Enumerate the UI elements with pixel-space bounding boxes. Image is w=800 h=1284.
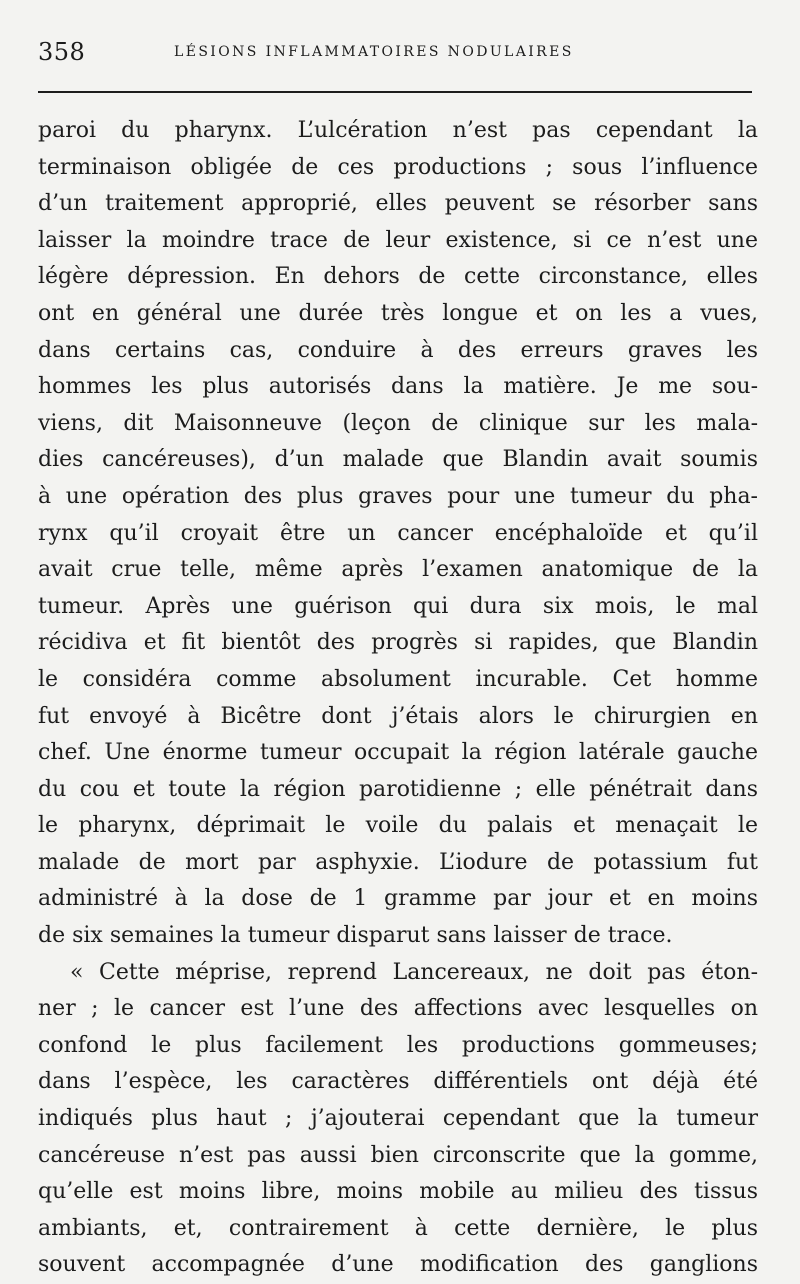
text-line: confond le plus facilement les productions gommeuses; <box>38 1032 758 1058</box>
text-line: viens, dit Maisonneuve (leçon de clinique sur les mala- <box>38 410 758 436</box>
text-line: paroi du pharynx. L’ulcération n’est pas cependant la <box>38 118 758 143</box>
text-line: dies cancéreuses), d’un malade que Blandin avait soumis <box>38 447 758 473</box>
text-line: indiqués plus haut ; j’ajouterai cependant que la tumeur <box>38 1106 758 1132</box>
text-line: fut envoyé à Bicêtre dont j’étais alors le chirurgien en <box>38 703 758 729</box>
text-line: ont en général une durée très longue et on les a vues, <box>38 300 758 326</box>
text-line: cancéreuse n’est pas aussi bien circonscrite que la gomme, <box>38 1142 758 1168</box>
text-line: souvent accompagnée d’une modification des ganglions <box>38 1252 758 1278</box>
header-rule <box>38 91 752 93</box>
text-line: terminaison obligée de ces productions ; sous l’influence <box>38 154 758 180</box>
text-line: dans certains cas, conduire à des erreurs graves les <box>38 337 758 363</box>
text-line: laisser la moindre trace de leur existence, si ce n’est une <box>38 227 758 253</box>
text-line: chef. Une énorme tumeur occupait la région latérale gauche <box>38 740 758 766</box>
text-line: ambiants, et, contrairement à cette dernière, le plus <box>38 1215 758 1241</box>
text-line: d’un traitement approprié, elles peuvent se résorber sans <box>38 191 758 217</box>
text-line: avait crue telle, même après l’examen anatomique de la <box>38 557 758 583</box>
running-head: LÉSIONS INFLAMMATOIRES NODULAIRES <box>174 44 574 60</box>
page-number: 358 <box>38 38 86 66</box>
text-line: rynx qu’il croyait être un cancer encéphaloïde et qu’il <box>38 520 758 546</box>
text-line: le considéra comme absolument incurable. Cet homme <box>38 666 758 692</box>
page-header <box>38 38 756 72</box>
text-line: de six semaines la tumeur disparut sans laisser de trace. <box>38 923 673 949</box>
text-line: légère dépression. En dehors de cette circonstance, elles <box>38 264 758 290</box>
text-line: ner ; le cancer est l’une des affections avec lesquelles on <box>38 996 758 1022</box>
text-line: hommes les plus autorisés dans la matière. Je me sou- <box>38 374 758 400</box>
text-line: administré à la dose de 1 gramme par jour et en moins <box>38 886 758 912</box>
text-line: qu’elle est moins libre, moins mobile au milieu des tissus <box>38 1179 758 1205</box>
text-line: « Cette méprise, reprend Lancereaux, ne doit pas éton- <box>70 959 758 985</box>
text-line: du cou et toute la région parotidienne ; elle pénétrait dans <box>38 776 758 802</box>
text-line: le pharynx, déprimait le voile du palais et menaçait le <box>38 813 758 839</box>
body-text <box>38 113 758 1284</box>
text-line: malade de mort par asphyxie. L’iodure de potassium fut <box>38 849 758 875</box>
text-line: à une opération des plus graves pour une tumeur du pha- <box>38 483 758 509</box>
text-line: tumeur. Après une guérison qui dura six mois, le mal <box>38 593 758 619</box>
text-line: dans l’espèce, les caractères différentiels ont déjà été <box>38 1069 758 1095</box>
text-line: récidiva et fit bientôt des progrès si rapides, que Blandin <box>38 630 758 656</box>
